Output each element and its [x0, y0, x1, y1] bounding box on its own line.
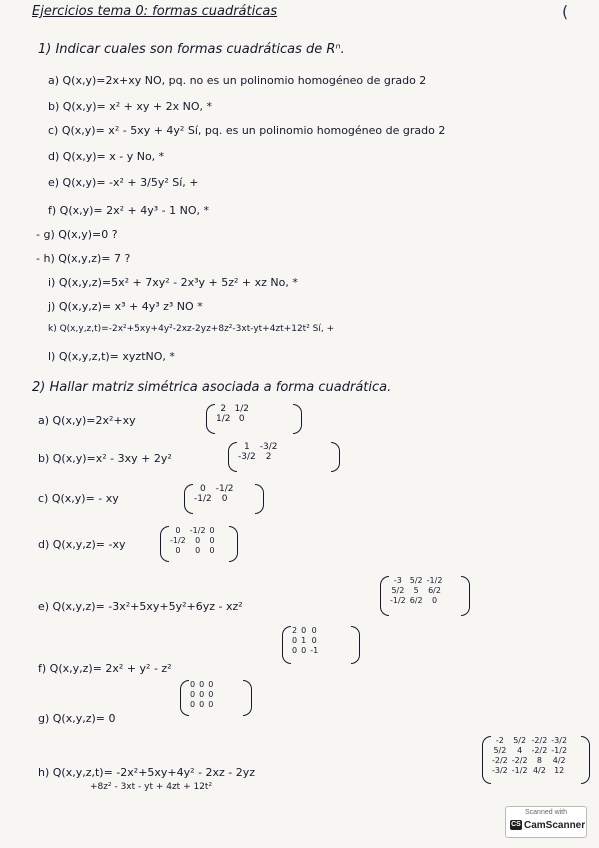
matrix-2g: [180, 680, 252, 716]
matrix-2e: [380, 576, 470, 616]
matrix-cell: 0: [190, 680, 196, 689]
exercise-2h-label: h) Q(x,y,z,t)= -2x²+5xy+4y² - 2xz - 2yz: [38, 766, 256, 779]
matrix-cell: -3/2: [259, 442, 278, 452]
matrix-cell: 6/2: [409, 596, 423, 605]
badge-caption: Scanned with: [524, 809, 568, 816]
matrix-cell: 8: [536, 756, 542, 765]
matrix-cell: 0: [209, 526, 215, 535]
matrix-cell: -3/2: [551, 736, 568, 745]
matrix-cell: 1/2: [234, 404, 249, 414]
exercise-1i: i) Q(x,y,z)=5x² + 7xy² - 2x³y + 5z² + xz No, *: [48, 276, 298, 289]
camscanner-badge: [505, 806, 587, 838]
matrix-cell: 0: [199, 700, 205, 709]
badge-brand: [510, 820, 585, 831]
matrix-cell: -1/2: [194, 494, 212, 504]
matrix-cell: -2/2: [511, 756, 528, 765]
exercise-2d-label: d) Q(x,y,z)= -xy: [38, 538, 126, 551]
matrix-cell: 0: [209, 536, 215, 545]
matrix-cell: 1/2: [216, 414, 231, 424]
matrix-cell: 0: [301, 646, 307, 655]
matrix-cell: 0: [292, 646, 298, 655]
exercise-1f: f) Q(x,y)= 2x² + 4y³ - 1 NO, *: [48, 204, 210, 217]
matrix-2c: [184, 484, 264, 514]
matrix-cell: 0: [431, 596, 438, 605]
matrix-cell: 0: [175, 546, 181, 555]
matrix-cell: -2/2: [531, 746, 548, 755]
matrix-cell: 0: [190, 700, 196, 709]
exercise-1c: c) Q(x,y)= x² - 5xy + 4y² Sí, pq. es un polinomio homogéneo de grado 2: [48, 124, 446, 137]
matrix-cell: 5/2: [513, 736, 527, 745]
matrix-cell: 5/2: [493, 746, 507, 755]
section-2-heading: 2) Hallar matriz simétrica asociada a forma cuadrática.: [32, 380, 392, 395]
page-title: Ejercicios tema 0: formas cuadráticas: [32, 4, 278, 19]
exercise-1k: k) Q(x,y,z,t)=-2x²+5xy+4y²-2xz-2yz+8z²-3xt-yt+4zt+12t² Sí, +: [48, 324, 335, 334]
exercise-1e: e) Q(x,y)= -x² + 3/5y² Sí, +: [48, 176, 199, 189]
matrix-cell: -1/2: [551, 746, 568, 755]
matrix-cell: 0: [199, 680, 205, 689]
matrix-cell: 2: [265, 452, 272, 462]
matrix-cell: 0: [238, 414, 245, 424]
exercise-2c-label: c) Q(x,y)= - xy: [38, 492, 119, 505]
matrix-cell: -2: [495, 736, 504, 745]
matrix-cell: 0: [195, 536, 201, 545]
matrix-cell: 2: [292, 626, 298, 635]
exercise-2a-label: a) Q(x,y)=2x²+xy: [38, 414, 136, 427]
matrix-cell: 0: [195, 546, 201, 555]
matrix-2h: [482, 736, 590, 784]
matrix-cell: 0: [208, 680, 214, 689]
corner-mark: (: [562, 2, 569, 21]
matrix-2f: [282, 626, 360, 664]
matrix-cell: -1: [310, 646, 319, 655]
exercise-2e-label: e) Q(x,y,z)= -3x²+5xy+5y²+6yz - xz²: [38, 600, 243, 613]
matrix-cell: -1/2: [511, 766, 528, 775]
section-1-heading: 1) Indicar cuales son formas cuadráticas de Rⁿ.: [38, 42, 345, 57]
matrix-cell: 0: [208, 700, 214, 709]
exercise-1j: j) Q(x,y,z)= x³ + 4y³ z³ NO *: [48, 300, 203, 313]
matrix-cell: -3/2: [492, 766, 508, 775]
matrix-cell: 0: [301, 626, 307, 635]
matrix-cell: 4: [517, 746, 523, 755]
matrix-cell: 6/2: [428, 586, 441, 595]
matrix-cell: 12: [554, 766, 565, 775]
matrix-cell: 0: [209, 546, 215, 555]
matrix-cell: 4/2: [552, 756, 566, 765]
exercise-2h-label-cont: +8z² - 3xt - yt + 4zt + 12t²: [90, 782, 213, 792]
exercise-1d: d) Q(x,y)= x - y No, *: [48, 150, 165, 163]
matrix-cell: 0: [200, 484, 206, 494]
matrix-cell: 2: [220, 404, 227, 414]
matrix-2b: [228, 442, 340, 472]
matrix-cell: -3: [393, 576, 402, 585]
matrix-cell: 0: [311, 626, 317, 635]
matrix-cell: -2/2: [492, 756, 508, 765]
matrix-cell: 5/2: [409, 576, 423, 585]
matrix-cell: 1: [301, 636, 307, 645]
matrix-cell: -2/2: [531, 736, 548, 745]
matrix-cell: 0: [190, 690, 196, 699]
exercise-1b: b) Q(x,y)= x² + xy + 2x NO, *: [48, 100, 212, 113]
matrix-cell: 0: [311, 636, 317, 645]
matrix-cell: -1/2: [170, 536, 186, 545]
matrix-cell: 5/2: [391, 586, 405, 595]
matrix-cell: -1/2: [215, 484, 234, 494]
exercise-1h: - h) Q(x,y,z)= 7 ?: [36, 252, 131, 265]
matrix-cell: -3/2: [238, 452, 256, 462]
matrix-cell: -1/2: [426, 576, 443, 585]
matrix-cell: 0: [292, 636, 298, 645]
matrix-cell: 5: [413, 586, 419, 595]
matrix-cell: 0: [175, 526, 181, 535]
camscanner-logo-icon: CS: [511, 821, 521, 829]
exercise-1a: a) Q(x,y)=2x+xy NO, pq. no es un polinomio homogéneo de grado 2: [48, 74, 427, 87]
exercise-2g-label: g) Q(x,y,z)= 0: [38, 712, 116, 725]
matrix-2d: [160, 526, 238, 562]
matrix-cell: 1: [244, 442, 250, 452]
matrix-cell: 0: [199, 690, 205, 699]
exercise-1l: l) Q(x,y,z,t)= xyztNO, *: [48, 350, 175, 363]
exercise-2b-label: b) Q(x,y)=x² - 3xy + 2y²: [38, 452, 172, 465]
matrix-2a: [206, 404, 302, 434]
matrix-cell: -1/2: [189, 526, 206, 535]
exercise-1g: - g) Q(x,y)=0 ?: [36, 228, 118, 241]
matrix-cell: 0: [208, 690, 214, 699]
exercise-2f-label: f) Q(x,y,z)= 2x² + y² - z²: [38, 662, 172, 675]
matrix-cell: 4/2: [532, 766, 546, 775]
badge-brand-name: CamScanner: [524, 820, 586, 831]
matrix-cell: -1/2: [390, 596, 406, 605]
matrix-cell: 0: [221, 494, 228, 504]
